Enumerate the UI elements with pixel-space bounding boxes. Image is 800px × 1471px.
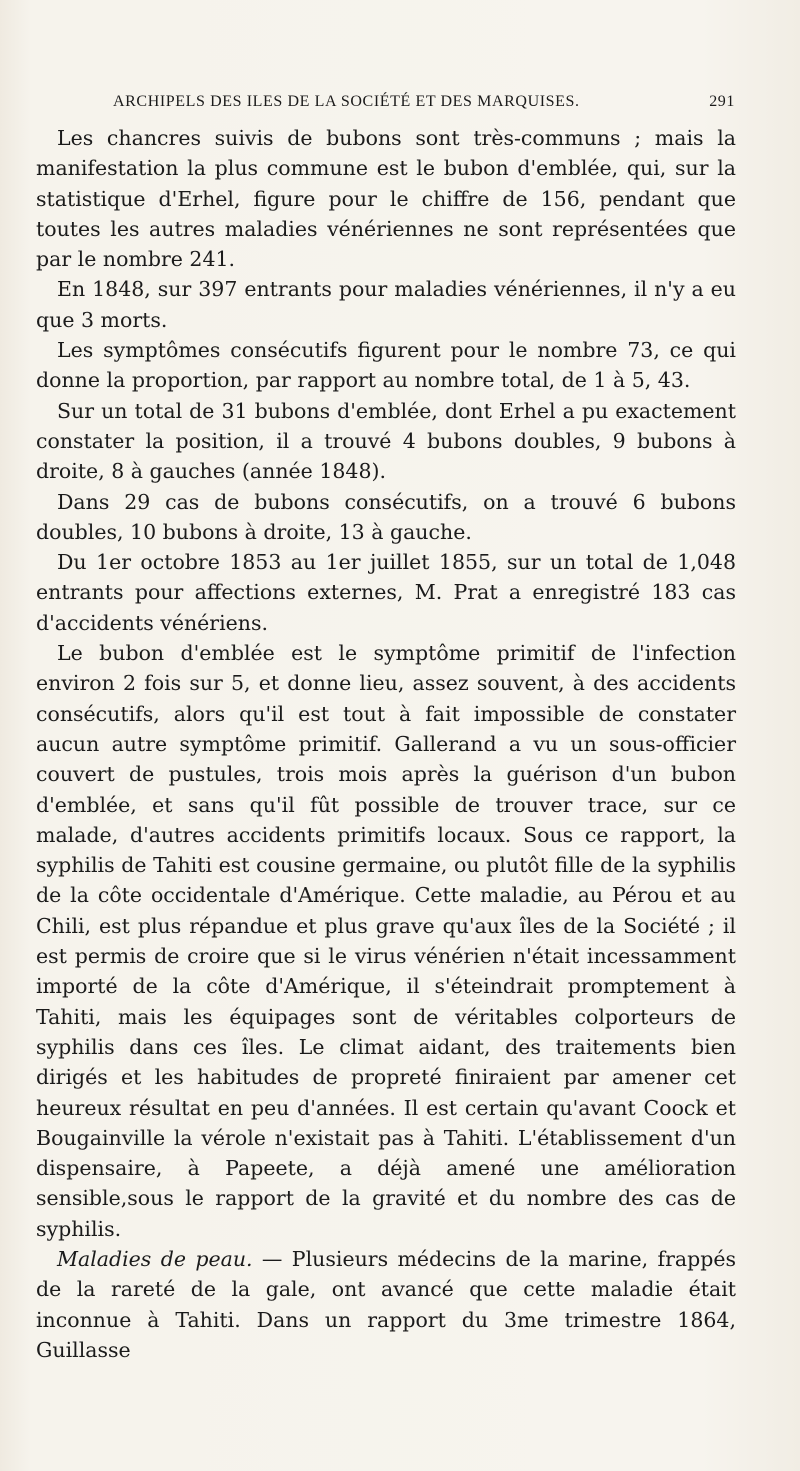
paragraph <box>36 638 736 1244</box>
running-header <box>95 93 735 121</box>
paragraph <box>36 1244 736 1365</box>
paragraph-text: Le bubon d'emblée est le symptôme primitif de l'infection environ 2 fois sur 5, et donne lieu, assez souvent, à des accidents consécutifs, alors qu'il est tout à fait impossible de constater aucun autre symptôme primitif. Gallerand a vu un sous-officier couvert de pustules, trois mois après la guérison d'un bubon d'emblée, et sans qu'il fût possible de trouver trace, sur ce malade, d'autres accidents primitifs locaux. Sous ce rapport, la syphilis de Tahiti est cousine germaine, ou plutôt fille de la syphilis de la côte occidentale d'Amérique. Cette maladie, au Pérou et au Chili, est plus répandue et plus grave qu'aux îles de la Société ; il est permis de croire que si le virus vénérien n'était incessamment importé de la côte d'Amérique, il s'éteindrait promptement à Tahiti, mais les équipages sont de véritables colporteurs de syphilis dans ces îles. Le climat aidant, des traitements bien dirigés et les habitudes de propreté finiraient par amener cet heureux résultat en peu d'années. Il est certain qu'avant Coock et Bougainville la vérole n'existait pas à Tahiti. L'établissement d'un dispensaire, à Papeete, a déjà amené une amélioration sensible,sous le rapport de la gravité et du nombre des cas de syphilis. <box>36 641 736 1241</box>
paragraph-text: Les chancres suivis de bubons sont très-communs ; mais la manifestation la plus commune est le bubon d'emblée, qui, sur la statistique d'Erhel, figure pour le chiffre de 156, pendant que toutes les autres maladies vénériennes ne sont représentées que par le nombre 241. <box>36 126 736 272</box>
paragraph-text: Dans 29 cas de bubons consécutifs, on a trouvé 6 bubons doubles, 10 bubons à droite, 13 à gauche. <box>36 489 736 544</box>
paragraph-text: Les symptômes consécutifs figurent pour le nombre 73, ce qui donne la proportion, par rapport au nombre total, de 1 à 5, 43. <box>36 338 736 393</box>
paragraph <box>36 123 736 274</box>
paragraph <box>36 487 736 548</box>
body-text <box>36 123 736 1365</box>
page-number: 291 <box>709 93 735 110</box>
paragraph-text: Du 1er octobre 1853 au 1er juillet 1855, sur un total de 1,048 entrants pour affections externes, M. Prat a enregistré 183 cas d'accidents vénériens. <box>36 550 736 635</box>
paragraph <box>36 335 736 396</box>
paragraph-text: Sur un total de 31 bubons d'emblée, dont Erhel a pu exactement constater la position, il a trouvé 4 bubons doubles, 9 bubons à droite, 8 à gauches (année 1848). <box>36 398 736 484</box>
running-title: ARCHIPELS DES ILES DE LA SOCIÉTÉ ET DES MARQUISES. <box>113 93 580 110</box>
paragraph-text: En 1848, sur 397 entrants pour maladies vénériennes, il n'y a eu que 3 morts. <box>36 277 736 332</box>
section-lead: Maladies de peau. <box>57 1246 253 1271</box>
paragraph <box>36 396 736 487</box>
paragraph <box>36 547 736 638</box>
paragraph <box>36 274 736 335</box>
paragraph-text: — Plusieurs médecins de la marine, frappés de la rareté de la gale, ont avancé que cette maladie était inconnue à Tahiti. Dans un rapport du 3me trimestre 1864, Guillasse <box>36 1246 736 1362</box>
